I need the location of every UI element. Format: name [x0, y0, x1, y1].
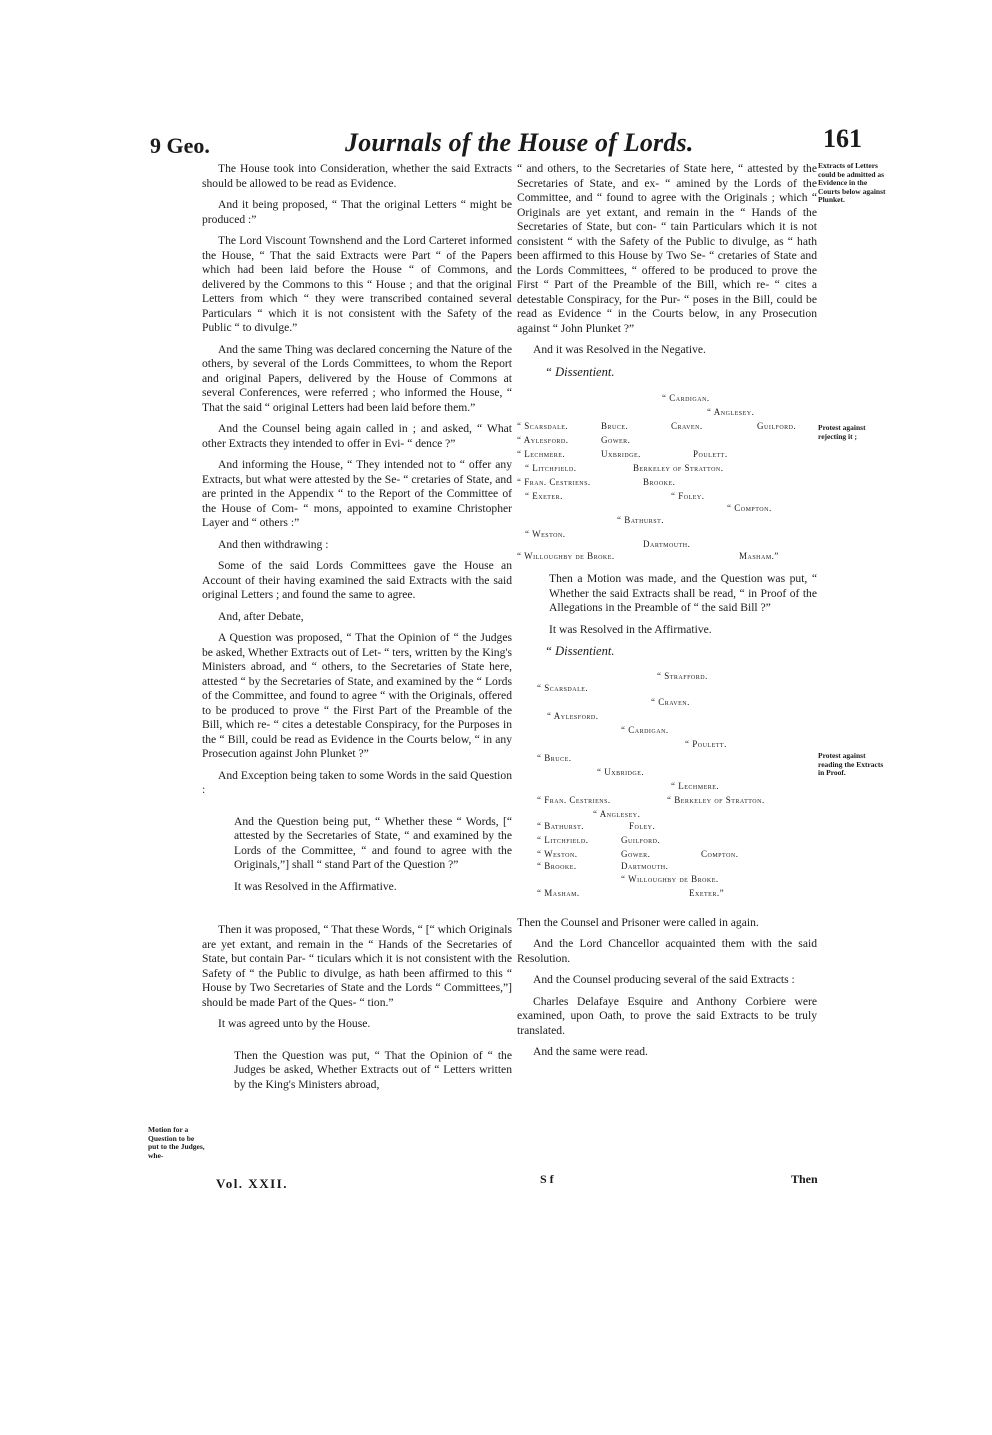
- peer-name: “ Brooke.: [537, 860, 577, 871]
- peer-name: Exeter.”: [689, 887, 725, 898]
- peer-name: “ Fran. Cestriens.: [537, 794, 611, 805]
- catchword: Then: [791, 1172, 818, 1186]
- peer-name: Guilford.: [757, 421, 797, 431]
- peer-name: “ Aylesford.: [517, 435, 569, 445]
- peer-name: Poulett.: [693, 449, 728, 459]
- peer-name: Bruce.: [601, 421, 629, 431]
- dissentient-heading-2: “ Dissentient.: [545, 644, 615, 658]
- indented-paragraph: And the Question being put, “ Whether these “ Words, [“ attested by the Secretaries of State, “ and examined by the Lords of the Committee, “ and found to agree with the Originals,”] shall “ stand Part of the Question ?”: [234, 814, 512, 871]
- peer-name: Gower.: [621, 848, 651, 859]
- signature-mark: S f: [540, 1172, 554, 1186]
- paragraph: And it being proposed, “ That the original Letters “ might be produced :”: [202, 198, 512, 226]
- paragraph: A Question was proposed, “ That the Opinion of “ the Judges be asked, Whether Extracts out of Let- “ ters, written by the King's Ministers abroad, and “ others, to the Secretaries of State here, attested “ by the Secretaries of State, and examined by the “ Lords of the Committee, and found to agree “ with the Originals, offered to be produced to prove “ the First Part of the Preamble of the Bill, which re- “ cites a detestable Conspiracy, for the Purposes in the “ Bill, could be read as Evidence in the Courts below, “ in any Prosecution against John Plunket ?”: [202, 631, 512, 760]
- peer-name: “ Bruce.: [537, 752, 572, 763]
- peer-name: Craven.: [671, 421, 703, 431]
- margin-note-motion: Motion for a Question to be put to the Judges, whe-: [148, 1125, 205, 1160]
- peer-name: “ Poulett.: [685, 738, 727, 749]
- peer-name: “ Fran. Cestriens.: [517, 477, 591, 487]
- peer-name: Dartmouth.: [621, 860, 669, 871]
- peer-name: “ Uxbridge.: [597, 766, 645, 777]
- paragraph: And the same were read.: [533, 1045, 648, 1058]
- peer-name: “ Berkeley of Stratton.: [667, 794, 765, 805]
- volume-mark: Vol. XXII.: [216, 1176, 288, 1191]
- paragraph: And Exception being taken to some Words in the said Question :: [202, 768, 512, 796]
- running-head-left: 9 Geo.: [150, 133, 210, 158]
- paragraph: Some of the said Lords Committees gave the House an Account of their having examined the said Extracts with the said original Letters ; and found the same to agree.: [202, 559, 512, 601]
- peer-name: “ Foley.: [671, 491, 705, 501]
- paragraph: Then it was proposed, “ That these Words, “ [“ which Originals are yet extant, and remain in the “ Hands of the Secretaries of State, but contain Par- “ ticulars which it is not consistent with the Safety of “ the Public to divulge, as hath been affirmed to this “ House by Two Secretaries of State and the Lords “ Committees,”] should be made Part of the Ques- “ tion.”: [202, 923, 512, 1009]
- right-column: [517, 162, 817, 1067]
- paragraph: Then the Question was put, “ That the Opinion of “ the Judges be asked, Whether Extracts out of “ Letters written by the King's Ministers abroad,: [234, 1048, 512, 1091]
- dissentient-list-2-cont: [517, 872, 817, 906]
- paragraph: It was agreed unto by the House.: [218, 1017, 371, 1030]
- paragraph: And informing the House, “ They intended not to “ offer any Extracts, but what were attested by the Se- “ cretaries of State, and are printed in the Appendix “ to the Report of the Committee of the House of Com- “ mons, appointed to examine Christopher Layer and “ others :”: [202, 458, 512, 529]
- peer-name: “ Craven.: [651, 696, 690, 707]
- peer-name: “ Lechmere.: [671, 780, 720, 791]
- paragraph: And the Counsel producing several of the said Extracts :: [533, 973, 795, 986]
- peer-name: “ Anglesey.: [593, 808, 641, 819]
- peer-name: Dartmouth.: [643, 539, 691, 549]
- peer-name: Brooke.: [643, 477, 676, 487]
- running-head-title: Journals of the House of Lords.: [345, 128, 694, 157]
- peer-name: “ Bathurst.: [617, 515, 665, 525]
- peer-name: Uxbridge.: [601, 449, 641, 459]
- peer-name: “ Weston.: [525, 529, 566, 539]
- paragraph: And the Lord Chancellor acquainted them with the said Resolution.: [517, 937, 817, 965]
- peer-name: Foley.: [629, 820, 656, 831]
- margin-note-protest-1: Protest against rejecting it ;: [818, 423, 866, 441]
- peer-name: “ Scarsdale.: [517, 421, 569, 431]
- paragraph: Charles Delafaye Esquire and Anthony Corbiere were examined, upon Oath, to prove the said Extracts to be truly translated.: [517, 994, 817, 1037]
- paragraph: Then a Motion was made, and the Question was put, “ Whether the said Extracts shall be read, “ in Proof of the Allegations in the Preamble of “ the said Bill ?”: [549, 572, 817, 614]
- paragraph: And then withdrawing :: [218, 537, 329, 551]
- paragraph: And the same Thing was declared concerning the Nature of the others, by several of the Lords Committees, to whom the Report and original Papers, delivered by the House of Commons at several Conferences, were referred ; who informed the House, “ That the said “ original Letters had been laid before them.”: [202, 342, 512, 414]
- peer-name: “ Bathurst.: [537, 820, 585, 831]
- peer-name: “ Weston.: [537, 848, 578, 859]
- indented-paragraph: It was Resolved in the Affirmative.: [234, 879, 397, 893]
- dissentient-list-1: [517, 387, 817, 562]
- paragraph: The House took into Consideration, whether the said Extracts should be allowed to be read as Evidence.: [202, 162, 512, 190]
- peer-name: “ Willoughby de Broke.: [621, 873, 719, 884]
- paragraph: It was Resolved in the Affirmative.: [549, 622, 712, 636]
- peer-name: “ Cardigan.: [662, 393, 710, 403]
- paragraph: And it was Resolved in the Negative.: [533, 343, 706, 356]
- peer-name: “ Cardigan.: [621, 724, 669, 735]
- paragraph: And, after Debate,: [218, 609, 304, 623]
- left-column: [202, 162, 512, 1099]
- peer-name: “ Litchfield.: [525, 463, 577, 473]
- peer-name: Compton.: [701, 848, 739, 859]
- paragraph: And the Counsel being again called in ; and asked, “ What other Extracts they intended to offer in Evi- “ dence ?”: [202, 422, 512, 450]
- paragraph: Then the Counsel and Prisoner were called in again.: [517, 915, 759, 929]
- page-number: 161: [823, 124, 862, 153]
- peer-name: Berkeley of Stratton.: [633, 463, 724, 473]
- peer-name: Masham.”: [739, 551, 779, 561]
- peer-name: “ Compton.: [727, 503, 772, 513]
- peer-name: “ Masham.: [537, 887, 580, 898]
- dissentient-heading-1: “ Dissentient.: [545, 364, 615, 379]
- peer-name: “ Aylesford.: [547, 710, 599, 721]
- peer-name: Guilford.: [621, 834, 661, 845]
- dissentient-list-2: [517, 667, 817, 872]
- peer-name: “ Lechmere.: [517, 449, 566, 459]
- peer-name: “ Litchfield.: [537, 834, 589, 845]
- margin-note-extracts: Extracts of Letters could be admitted as Evidence in the Courts below against Plunket.: [818, 161, 886, 204]
- peer-name: “ Exeter.: [525, 491, 563, 501]
- paragraph: The Lord Viscount Townshend and the Lord Carteret informed the House, “ That the said Extracts were Part “ of the Papers which had been laid before the House “ of Commons, and delivered by the Commons to this “ House ; and that the original Letters from which “ they were transcribed contained several Particulars “ which it is not consistent with the Safety of the Public “ to divulge.”: [202, 234, 512, 334]
- peer-name: Gower.: [601, 435, 631, 445]
- peer-name: “ Anglesey.: [707, 407, 755, 417]
- peer-name: “ Scarsdale.: [537, 682, 589, 693]
- paragraph: “ and others, to the Secretaries of State here, “ attested by the Secretaries of State, and ex- “ amined by the Lords of the Committee, and “ found to agree with the Originals ; which “ Originals are yet extant, and remain in the “ Hands of the Secretaries of State, but con- “ tain Particulars which it is not consistent “ with the Safety of the Public to divulge, as “ hath been affirmed to this House by Two Se- “ cretaries of State and the Lords Committees, “ offered to be produced to prove the First “ Part of the Preamble of the Bill, which re- “ cites a detestable Conspiracy, for the Pur- “ poses in the Bill, could be read as Evidence “ in the Courts below, in any Prosecution against “ John Plunket ?”: [517, 162, 817, 335]
- peer-name: “ Strafford.: [657, 670, 708, 681]
- peer-name: “ Willoughby de Broke.: [517, 551, 615, 561]
- margin-note-protest-2: Protest against reading the Extracts in Proof.: [818, 751, 884, 777]
